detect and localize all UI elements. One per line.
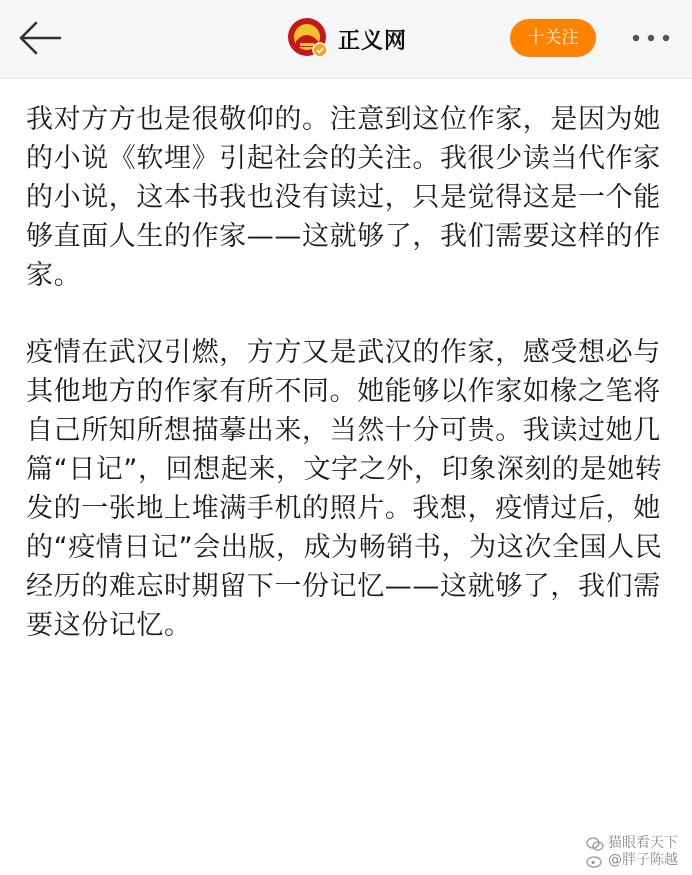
weibo-icon (586, 854, 604, 868)
watermark (586, 835, 678, 869)
post-paragraph: 疫情在武汉引燃，方方又是武汉的作家，感受想必与其他地方的作家有所不同。她能够以作家如椽之笔将自己所知所想描摹出来，当然十分可贵。我读过她几篇“日记”，回想起来，文字之外，印象深刻的是她转发的一张地上堆满手机的照片。我想，疫情过后，她的“疫情日记”会出版，成为畅销书，为这次全国人民经历的难忘时期留下一份记忆——这就够了，我们需要这份记忆。 (26, 337, 663, 641)
follow-button[interactable]: 十关注 (510, 19, 596, 57)
wechat-icon (586, 837, 604, 851)
more-dots-icon[interactable] (628, 24, 674, 52)
watermark-line-1: 猫眼看天下 (608, 835, 678, 851)
top-nav-bar (0, 0, 692, 79)
account-avatar[interactable] (287, 17, 329, 59)
verified-badge-icon (313, 43, 327, 57)
watermark-line-2: @胖子陈越 (608, 852, 678, 868)
post-paragraph: 我对方方也是很敬仰的。注意到这位作家，是因为她的小说《软埋》引起社会的关注。我很少读当代作家的小说，这本书我也没有读过，只是觉得这是一个能够直面人生的作家——这就够了，我们需要这样的作家。 (26, 104, 661, 291)
account-name[interactable]: 正义网 (338, 29, 408, 54)
post-body (26, 100, 676, 683)
back-arrow-icon[interactable] (14, 18, 66, 58)
